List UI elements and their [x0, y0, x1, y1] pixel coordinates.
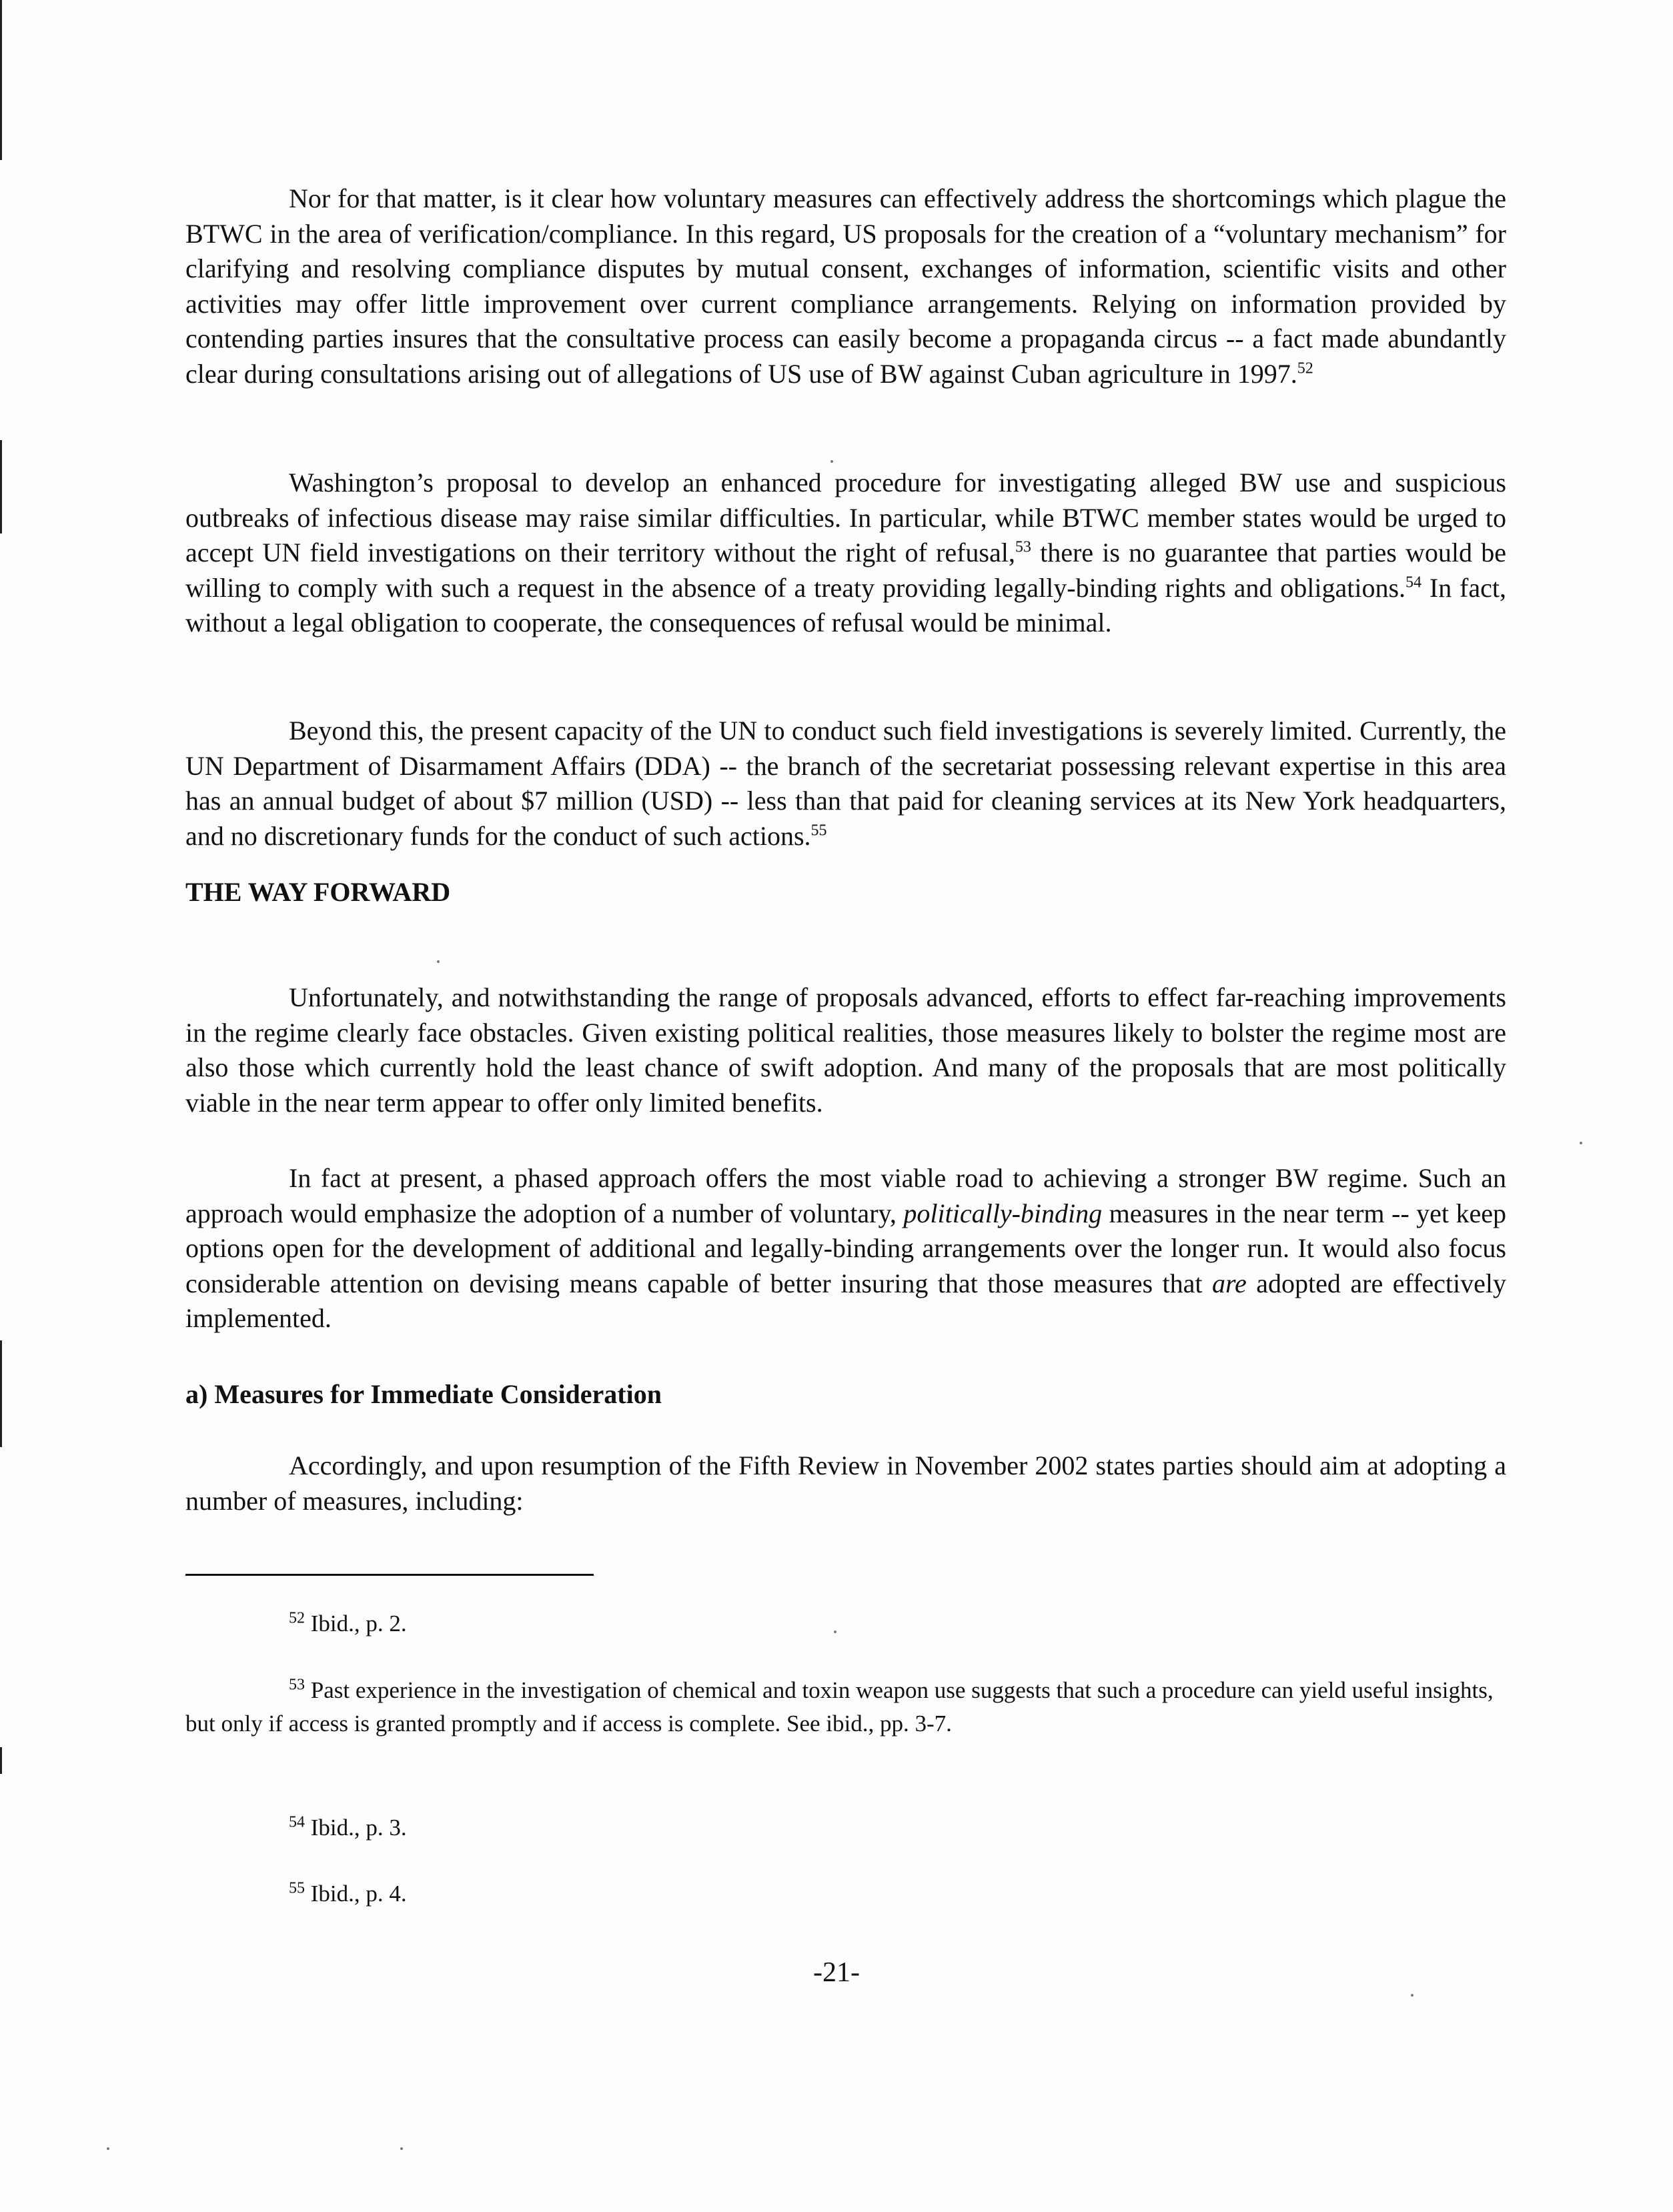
- scan-speck: [400, 2147, 403, 2150]
- body-paragraph-1: [185, 181, 1506, 391]
- margin-scan-mark: [0, 1340, 2, 1447]
- paragraph-text: Beyond this, the present capacity of the UN to conduct such field investigations is severely limited. Currently, the UN Department of Disarmament Affairs (DDA) -- the branch of the secretariat possessing relevant expertise in this area has an annual budget of about $7 million (USD) -- less than that paid for cleaning services at its New York headquarters, and no discretionary funds for the conduct of such actions.: [185, 716, 1506, 851]
- paragraph-text: measures in the near term -- yet keep options open for the development of additional and legally-binding arrangements over the longer run. It would also focus considerable attention on devising means capable of better insuring that those measures that: [185, 1198, 1506, 1298]
- footnote-52: [185, 1607, 1506, 1640]
- footnote-text: Ibid., p. 2.: [305, 1610, 407, 1636]
- paragraph-text: Nor for that matter, is it clear how voluntary measures can effectively address the shortcomings which plague the BTWC in the area of verification/compliance. In this regard, US proposals for the creation of a “voluntary mechanism” for clarifying and resolving compliance disputes by mutual consent, exchanges of information, scientific visits and other activities may offer little improvement over current compliance arrangements. Relying on information provided by contending parties insures that the consultative process can easily become a propaganda circus -- a fact made abundantly clear during consultations arising out of allegations of US use of BW against Cuban agriculture in 1997.: [185, 183, 1506, 389]
- footnote-number: 52: [289, 1609, 305, 1627]
- body-paragraph-phased: [185, 1161, 1506, 1336]
- paragraph-text: Washington’s proposal to develop an enhanced procedure for investigating alleged BW use and suspicious outbreaks of infectious disease may raise similar difficulties. In particular, while BTWC member states would be urged to accept UN field investigations on their territory without the right of refusal,: [185, 467, 1506, 568]
- italic-emphasis: politically-binding: [903, 1198, 1103, 1228]
- body-paragraph-2: [185, 465, 1506, 641]
- paragraph-text: In fact at present, a phased approach offers the most viable road to achieving a stronger BW regime. Such an approach would emphasize the adoption of a number of voluntary,: [185, 1163, 1506, 1228]
- footnote-text: Past experience in the investigation of chemical and toxin weapon use suggests that such a procedure can yield useful insights, but only if access is granted promptly and if access is complete. See ibid., pp. 3-7.: [185, 1677, 1494, 1737]
- scan-speck: [834, 1630, 836, 1633]
- footnote-ref: 55: [810, 822, 827, 840]
- scan-speck: [107, 2147, 109, 2150]
- paragraph-text: adopted are effectively implemented.: [185, 1268, 1506, 1333]
- footnote-53: [185, 1674, 1506, 1741]
- footnote-ref: 52: [1297, 359, 1313, 377]
- scan-speck: [1580, 1142, 1582, 1144]
- footnote-ref: 53: [1015, 538, 1031, 556]
- footnote-number: 53: [289, 1676, 305, 1694]
- paragraph-text: In fact, without a legal obligation to cooperate, the consequences of refusal would be minimal.: [185, 572, 1506, 638]
- footnote-number: 54: [289, 1813, 305, 1831]
- footnote-text: Ibid., p. 3.: [305, 1815, 407, 1841]
- paragraph-text: Unfortunately, and notwithstanding the range of proposals advanced, efforts to effect far-reaching improvements in the regime clearly face obstacles. Given existing political realities, those measures likely to bolster the regime most are also those which currently hold the least chance of swift adoption. And many of the proposals that are most politically viable in the near term appear to offer only limited benefits.: [185, 982, 1506, 1118]
- paragraph-text: Accordingly, and upon resumption of the Fifth Review in November 2002 states parties should aim at adopting a number of measures, including:: [185, 1450, 1506, 1516]
- italic-emphasis: are: [1211, 1268, 1247, 1298]
- margin-scan-mark: [0, 1747, 2, 1774]
- scan-speck: [437, 960, 440, 963]
- body-paragraph-accordingly: [185, 1448, 1506, 1518]
- margin-scan-mark: [0, 0, 2, 160]
- section-heading-way-forward: THE WAY FORWARD: [185, 877, 451, 907]
- paragraph-text: there is no guarantee that parties would be willing to comply with such a request in the absence of a treaty providing legally-binding rights and obligations.: [185, 537, 1506, 603]
- body-paragraph-unfortunately: [185, 980, 1506, 1120]
- body-paragraph-3: [185, 714, 1506, 854]
- scan-speck: [1411, 1994, 1414, 1997]
- margin-scan-mark: [0, 440, 2, 533]
- footnote-55: [185, 1877, 1506, 1911]
- footnote-number: 55: [289, 1879, 305, 1897]
- footnote-text: Ibid., p. 4.: [305, 1881, 407, 1907]
- scan-speck: [830, 460, 833, 463]
- section-heading-measures: a) Measures for Immediate Consideration: [185, 1379, 662, 1409]
- footnote-ref: 54: [1406, 574, 1422, 592]
- footnote-separator: [185, 1574, 594, 1576]
- page-number: -21-: [813, 1957, 860, 1988]
- footnote-54: [185, 1811, 1506, 1845]
